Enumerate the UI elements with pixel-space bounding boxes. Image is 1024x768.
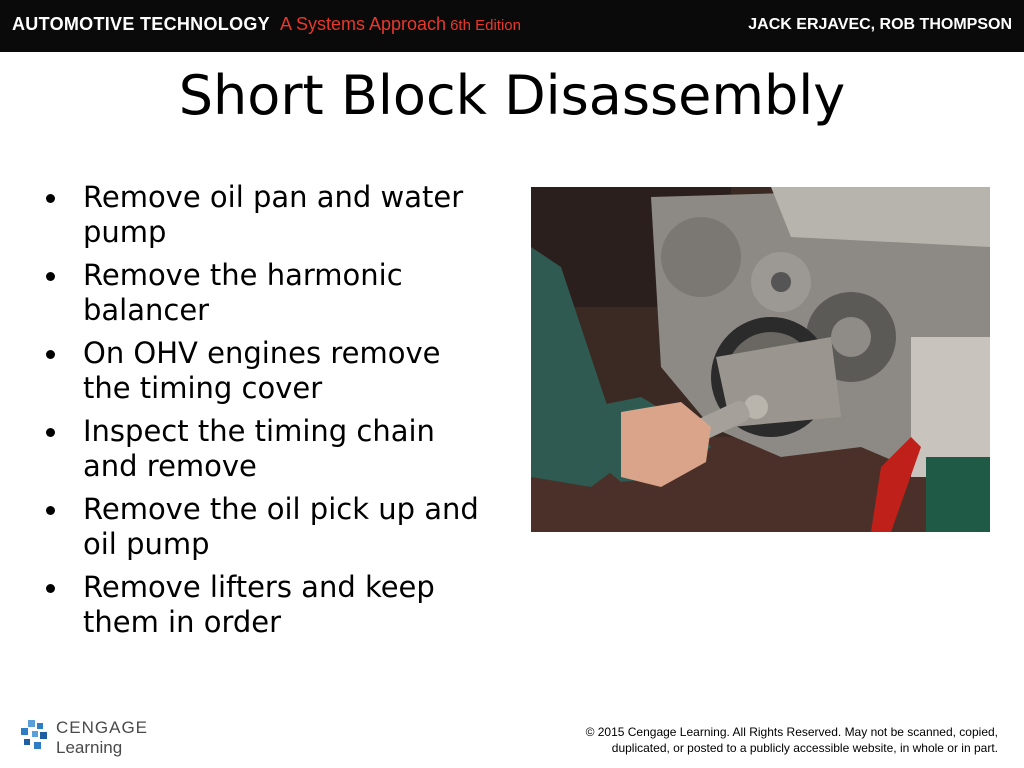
book-title (12, 14, 521, 35)
bullet-text: Remove oil pan and water pump (83, 180, 464, 249)
engine-photo (531, 187, 990, 532)
bullet-item (42, 492, 492, 562)
copyright-line: duplicated, or posted to a publicly accessible website, in whole or in part. (611, 741, 998, 755)
bullet-icon (46, 350, 55, 359)
book-brand: AUTOMOTIVE TECHNOLOGY (12, 14, 270, 34)
book-edition: 6th Edition (450, 17, 521, 34)
bullet-text: Remove lifters and keep them in order (83, 570, 435, 639)
cengage-logo (18, 716, 158, 760)
bullet-item (42, 570, 492, 640)
bullet-item (42, 258, 492, 328)
bullet-text: On OHV engines remove the timing cover (83, 336, 441, 405)
logo-text-cengage: CENGAGE (56, 718, 149, 737)
bullet-text: Inspect the timing chain and remove (83, 414, 435, 483)
slide-title: Short Block Disassembly (178, 64, 846, 127)
bullet-text: Remove the harmonic balancer (83, 258, 403, 327)
book-authors: JACK ERJAVEC, ROB THOMPSON (748, 16, 1012, 33)
logo-text-learning: Learning (56, 738, 123, 757)
bullet-item (42, 336, 492, 406)
bullet-list (42, 180, 492, 648)
bullet-icon (46, 272, 55, 281)
cengage-logo-icon (18, 718, 50, 752)
bullet-icon (46, 506, 55, 515)
header-banner (0, 0, 1024, 52)
bullet-icon (46, 194, 55, 203)
bullet-text: Remove the oil pick up and oil pump (83, 492, 479, 561)
bullet-item (42, 414, 492, 484)
bullet-item (42, 180, 492, 250)
copyright-notice (578, 724, 998, 756)
book-subtitle: A Systems Approach (279, 14, 447, 34)
bullet-icon (46, 428, 55, 437)
copyright-line: © 2015 Cengage Learning. All Rights Reserved. May not be scanned, copied, (585, 725, 998, 739)
engine-illustration (531, 187, 990, 532)
bullet-icon (46, 584, 55, 593)
